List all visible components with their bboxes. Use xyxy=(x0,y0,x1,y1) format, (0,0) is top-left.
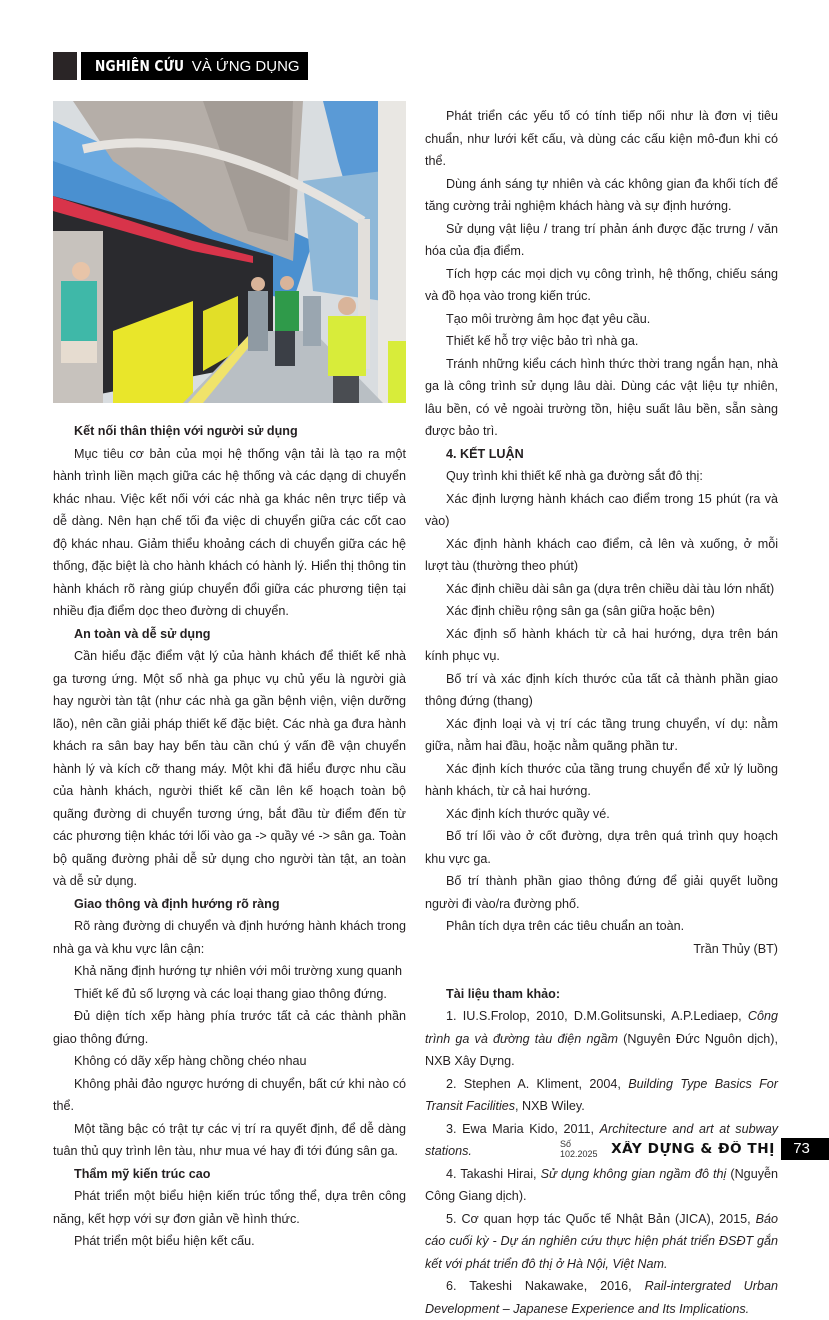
paragraph: Mục tiêu cơ bản của mọi hệ thống vận tải là tạo ra một hành trình liền mạch giữa các hệ thống và các dạng di chuyển khác nhau. Việc kết nối với các nhà ga khác nên trực tiếp và dễ dàng. Nên hạn chế tối đa việc di chuyển giữa các cốt cao độ khác nhau. Giảm thiểu khoảng cách di chuyển giữa các hệ thống, đặc biệt là cho hành khách có hành lý. Hiển thị thông tin hành khách rõ ràng giúp chuyển đổi giữa các phương tiện tại nhiều địa điểm dọc theo đường di chuyển. xyxy=(53,446,406,618)
reference-item: 3. Ewa Maria Kido, 2011, Architecture and art at subway stations. xyxy=(425,1121,778,1158)
reference-item: 6. Takeshi Nakawake, 2016, Rail-intergrated Urban Development – Japanese Experience and Its Implications. xyxy=(425,1279,778,1316)
paragraph: Phát triển một biểu hiện kết cấu. xyxy=(74,1234,255,1248)
section-title-light: VÀ ỨNG DỤNG xyxy=(191,57,300,75)
paragraph: Rõ ràng đường di chuyển và định hướng hành khách trong nhà ga và khu vực lân cận: xyxy=(53,919,406,956)
paragraph: Cần hiểu đặc điểm vật lý của hành khách để thiết kế nhà ga tương ứng. Một số nhà ga phục vụ chủ yếu là người già hay người tàn tật (như các nhà ga gần bệnh viện, viện dưỡng lão), nên cần giải pháp thiết kế đặc biệt. Các nhà ga đưa hành khách ra sân bay hay bến tàu cần chú ý vấn đề vận chuyển hành lý và kích cỡ thang máy. Một khi đã hiểu được nhu cầu của hành khách, người thiết kế cần lên kế hoạch toàn bộ quãng đường di chuyển tương ứng, bắt đầu từ điểm đến từ các phương tiện khác tới lối vào ga -> quầy vé -> sân ga. Toàn bộ quãng đường phải dễ sử dụng cho người tàn tật, an toàn và dễ sử dụng. xyxy=(53,649,406,888)
reference-item: 4. Takashi Hirai, Sử dụng không gian ngầm đô thị (Nguyễn Công Giang dịch). xyxy=(425,1166,778,1203)
paragraph: Phát triển các yếu tố có tính tiếp nối như là đơn vị tiêu chuẩn, như lưới kết cấu, và dùng các cấu kiện mô-đun khi có thể. xyxy=(425,109,778,168)
conclusion-item: Xác định lượng hành khách cao điểm trong 15 phút (ra và vào) xyxy=(425,491,778,528)
left-column xyxy=(53,420,406,1253)
header-square-mark xyxy=(53,52,77,80)
heading-conclusion: 4. KẾT LUẬN xyxy=(446,446,524,461)
paragraph: Thiết kế đủ số lượng và các loại thang giao thông đứng. xyxy=(74,986,387,1001)
conclusion-item: Xác định kích thước của tầng trung chuyển để xử lý luồng hành khách, từ cả hai hướng. xyxy=(425,761,778,798)
paragraph: Không có dãy xếp hàng chồng chéo nhau xyxy=(74,1054,307,1068)
metro-platform-photo xyxy=(53,101,406,403)
reference-title: Architecture and art at subway stations. xyxy=(425,1121,778,1158)
reference-title: Báo cáo cuối kỳ - Dự án nghiên cứu thực hiện phát triển ĐSĐT gắn kết với phát triển đô thị ở Hà Nội, Việt Nam. xyxy=(425,1211,778,1271)
reference-title: Sử dụng không gian ngầm đô thị xyxy=(540,1166,727,1181)
paragraph: Tạo môi trường âm học đạt yêu cầu. xyxy=(446,311,651,326)
conclusion-item: Xác định chiều dài sân ga (dựa trên chiều dài tàu lớn nhất) xyxy=(446,581,775,596)
page-footer xyxy=(560,1138,829,1160)
conclusion-item: Xác định kích thước quầy vé. xyxy=(446,806,610,821)
section-title-bar xyxy=(81,52,308,80)
paragraph: Phát triển một biểu hiện kiến trúc tổng thể, dựa trên công năng, kết hợp với sự đơn giản về hình thức. xyxy=(53,1189,406,1226)
heading-references: Tài liệu tham khảo: xyxy=(446,986,561,1001)
reference-item: 1. IU.S.Frolop, 2010, D.M.Golitsunski, A.P.Lediaep, Công trình ga và đường tàu điện ngầm (Nguyên Đức Nguôn dịch), NXB Xây Dựng. xyxy=(425,1009,779,1068)
paragraph: Dùng ánh sáng tự nhiên và các không gian đa khối tích để tăng cường trải nghiệm khách hàng và sự định hướng. xyxy=(425,176,778,213)
paragraph: Thiết kế hỗ trợ việc bảo trì nhà ga. xyxy=(446,334,639,348)
reference-title: Rail-intergrated Urban Development – Japanese Experience and Its Implications. xyxy=(425,1279,778,1316)
magazine-name: XÂY DỰNG & ĐÔ THỊ xyxy=(611,1141,776,1157)
paragraph: Tích hợp các mọi dịch vụ công trình, hệ thống, chiếu sáng và đồ họa vào trong kiến trúc. xyxy=(425,266,778,303)
reference-item: 2. Stephen A. Kliment, 2004, Building Type Basics For Transit Facilities, NXB Wiley. xyxy=(425,1076,778,1113)
issue-number: Số 102.2025 xyxy=(560,1139,598,1159)
reference-title: Công trình ga và đường tàu điện ngầm xyxy=(425,1009,778,1046)
conclusion-item: Quy trình khi thiết kế nhà ga đường sắt đô thị: xyxy=(446,469,703,483)
conclusion-item: Xác định hành khách cao điểm, cả lên và xuống, ở mỗi lượt tàu (thường theo phút) xyxy=(425,536,778,573)
paragraph: Không phải đảo ngược hướng di chuyển, bất cứ khi nào có thể. xyxy=(53,1076,406,1113)
section-header xyxy=(53,52,308,80)
conclusion-item: Xác định loại và vị trí các tầng trung chuyển, ví dụ: nằm giữa, nằm hai đầu, hoặc nằm quãng phần tư. xyxy=(425,716,778,753)
paragraph: Khả năng định hướng tự nhiên với môi trường xung quanh xyxy=(74,964,403,978)
paragraph: Sử dụng vật liệu / trang trí phản ánh được đặc trưng / văn hóa của địa điểm. xyxy=(425,221,778,258)
paragraph: Một tầng bậc có trật tự các vị trí ra quyết định, để dễ dàng tuân thủ quy trình lên tàu, như mua vé hay đi tới đúng sân ga. xyxy=(53,1121,406,1158)
heading-safety-usability: An toàn và dễ sử dụng xyxy=(74,626,211,641)
conclusion-item: Phân tích dựa trên các tiêu chuẩn an toàn. xyxy=(446,919,685,933)
conclusion-item: Xác định chiều rộng sân ga (sân giữa hoặc bên) xyxy=(446,604,715,618)
heading-clear-circulation: Giao thông và định hướng rõ ràng xyxy=(74,896,280,911)
heading-user-friendly-connection: Kết nối thân thiện với người sử dụng xyxy=(74,424,298,438)
conclusion-item: Xác định số hành khách từ cả hai hướng, dựa trên bán kính phục vụ. xyxy=(425,626,778,663)
reference-item: 5. Cơ quan hợp tác Quốc tế Nhật Bản (JICA), 2015, Báo cáo cuối kỳ - Dự án nghiên cứu thực hiện phát triển ĐSĐT gắn kết với phát triển đô thị ở Hà Nội, Việt Nam. xyxy=(425,1211,778,1271)
section-title-bold: NGHIÊN CỨU xyxy=(95,57,185,75)
author-byline: Trần Thủy (BT) xyxy=(693,941,778,956)
paragraph: Tránh những kiểu cách hình thức thời trang ngắn hạn, nhà ga là công trình sử dụng lâu dài. Dùng các vật liệu tự nhiên, lâu bền, có vẻ ngoài trường tồn, hiệu suất lâu bền, sẵn sàng được bảo trì. xyxy=(425,356,778,438)
conclusion-item: Bố trí lối vào ở cốt đường, dựa trên quá trình quy hoạch khu vực ga. xyxy=(425,829,778,866)
paragraph: Đủ diện tích xếp hàng phía trước tất cả các thành phần giao thông đứng. xyxy=(53,1009,406,1046)
page-number: 73 xyxy=(781,1138,829,1160)
reference-title: Building Type Basics For Transit Facilities xyxy=(425,1076,778,1113)
conclusion-item: Bố trí thành phần giao thông đứng để giải quyết luồng người đi vào/ra đường phố. xyxy=(425,874,778,911)
photo-metro-platform-icon xyxy=(53,101,406,403)
heading-architectural-aesthetics: Thẩm mỹ kiến trúc cao xyxy=(74,1166,211,1181)
conclusion-item: Bố trí và xác định kích thước của tất cả thành phần giao thông đứng (thang) xyxy=(425,671,778,708)
